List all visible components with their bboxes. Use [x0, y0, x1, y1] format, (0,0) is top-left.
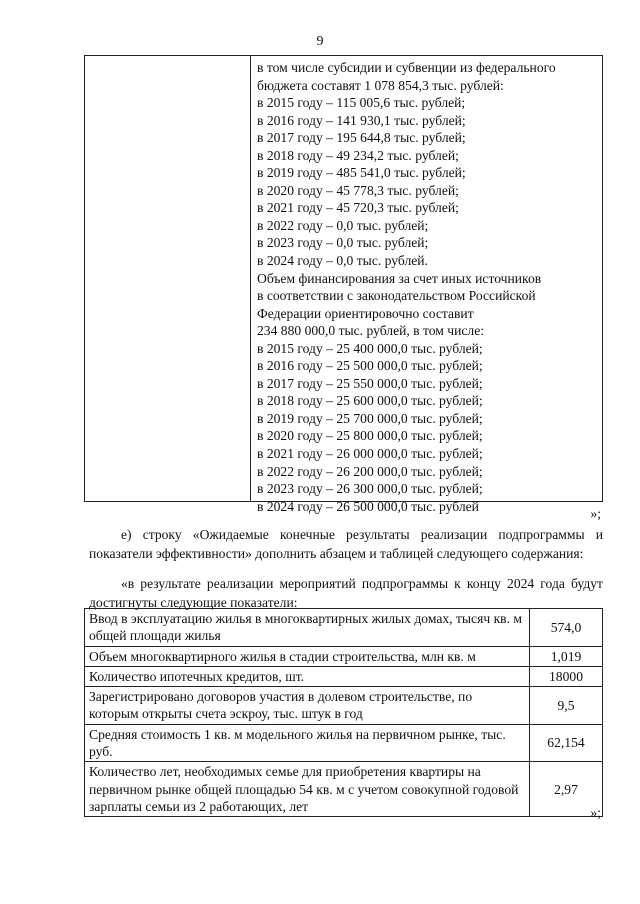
table-row	[85, 609, 603, 647]
closing-quote-mark-final: »;	[590, 805, 601, 820]
indicator-value: 574,0	[530, 609, 603, 647]
indicator-label: Количество ипотечных кредитов, шт.	[85, 666, 530, 686]
indicator-value: 9,5	[530, 687, 603, 725]
indicator-label: Ввод в эксплуатацию жилья в многоквартирных жилых домах, тысяч кв. м общей площади жилья	[85, 609, 530, 647]
funding-line: в 2021 году – 45 720,3 тыс. рублей;	[257, 200, 459, 216]
funding-line: в 2020 году – 45 778,3 тыс. рублей;	[257, 182, 459, 198]
table-row	[85, 762, 603, 817]
funding-line: в том числе субсидии и субвенции из федерального	[257, 60, 556, 75]
funding-line: в 2015 году – 25 400 000,0 тыс. рублей;	[257, 340, 483, 356]
funding-line: в 2023 году – 0,0 тыс. рублей;	[257, 235, 429, 251]
funding-line: в 2015 году – 115 005,6 тыс. рублей;	[257, 95, 466, 111]
funding-line: в 2021 году – 26 000 000,0 тыс. рублей;	[257, 446, 483, 462]
table-row	[85, 646, 603, 666]
table-row	[85, 724, 603, 762]
closing-quote-mark: »;	[590, 506, 601, 521]
funding-table	[84, 55, 603, 514]
paragraph-quote: «в результате реализации мероприятий подпрограммы к концу 2024 года будут достигнуты следующие показатели:	[89, 576, 603, 610]
indicator-value: 62,154	[530, 724, 603, 762]
indicator-value: 2,97	[530, 762, 603, 817]
funding-line: в 2023 году – 26 300 000,0 тыс. рублей;	[257, 481, 483, 497]
funding-line: бюджета составят 1 078 854,3 тыс. рублей:	[257, 77, 504, 93]
funding-line: в 2022 году – 0,0 тыс. рублей;	[257, 217, 429, 233]
funding-line: в 2018 году – 25 600 000,0 тыс. рублей;	[257, 393, 483, 409]
funding-line: в 2024 году – 0,0 тыс. рублей.	[257, 253, 428, 269]
funding-line: Объем финансирования за счет иных источников	[257, 270, 542, 286]
funding-line: в 2020 году – 25 800 000,0 тыс. рублей;	[257, 428, 483, 444]
funding-line: 234 880 000,0 тыс. рублей, в том числе:	[257, 323, 485, 339]
page-number: 9	[316, 34, 324, 49]
indicator-label: Зарегистрировано договоров участия в долевом строительстве, по которым открыты счета эскроу, тыс. штук в год	[85, 687, 530, 725]
funding-line: в 2017 году – 25 550 000,0 тыс. рублей;	[257, 375, 483, 391]
paragraph-e: е) строку «Ожидаемые конечные результаты реализации подпрограммы и показатели эффективности» дополнить абзацем и таблицей следующего содержания:	[89, 527, 603, 561]
funding-line: в 2019 году – 485 541,0 тыс. рублей;	[257, 165, 466, 181]
table-row	[85, 666, 603, 686]
funding-table-label-cell	[85, 56, 251, 501]
indicator-value: 1,019	[530, 646, 603, 666]
funding-line: Федерации ориентировочно составит	[257, 305, 474, 321]
table-row	[85, 687, 603, 725]
funding-line: в 2017 году – 195 644,8 тыс. рублей;	[257, 130, 466, 146]
indicator-value: 18000	[530, 666, 603, 686]
funding-table-text-cell	[251, 56, 602, 514]
funding-line: в 2022 году – 26 200 000,0 тыс. рублей;	[257, 463, 483, 479]
funding-line: в соответствии с законодательством Российской	[257, 288, 536, 304]
funding-line: в 2024 году – 26 500 000,0 тыс. рублей	[257, 498, 479, 514]
funding-line: в 2016 году – 25 500 000,0 тыс. рублей;	[257, 358, 483, 374]
funding-line: в 2016 году – 141 930,1 тыс. рублей;	[257, 112, 466, 128]
indicators-table	[84, 608, 603, 817]
indicator-label: Средняя стоимость 1 кв. м модельного жилья на первичном рынке, тыс. руб.	[85, 724, 530, 762]
funding-line: в 2018 году – 49 234,2 тыс. рублей;	[257, 147, 459, 163]
funding-line: в 2019 году – 25 700 000,0 тыс. рублей;	[257, 410, 483, 426]
indicator-label: Объем многоквартирного жилья в стадии строительства, млн кв. м	[85, 646, 530, 666]
indicator-label: Количество лет, необходимых семье для приобретения квартиры на первичном рынке общей площадью 54 кв. м с учетом совокупной годовой зарплаты семьи из 2 работающих, лет	[85, 762, 530, 817]
